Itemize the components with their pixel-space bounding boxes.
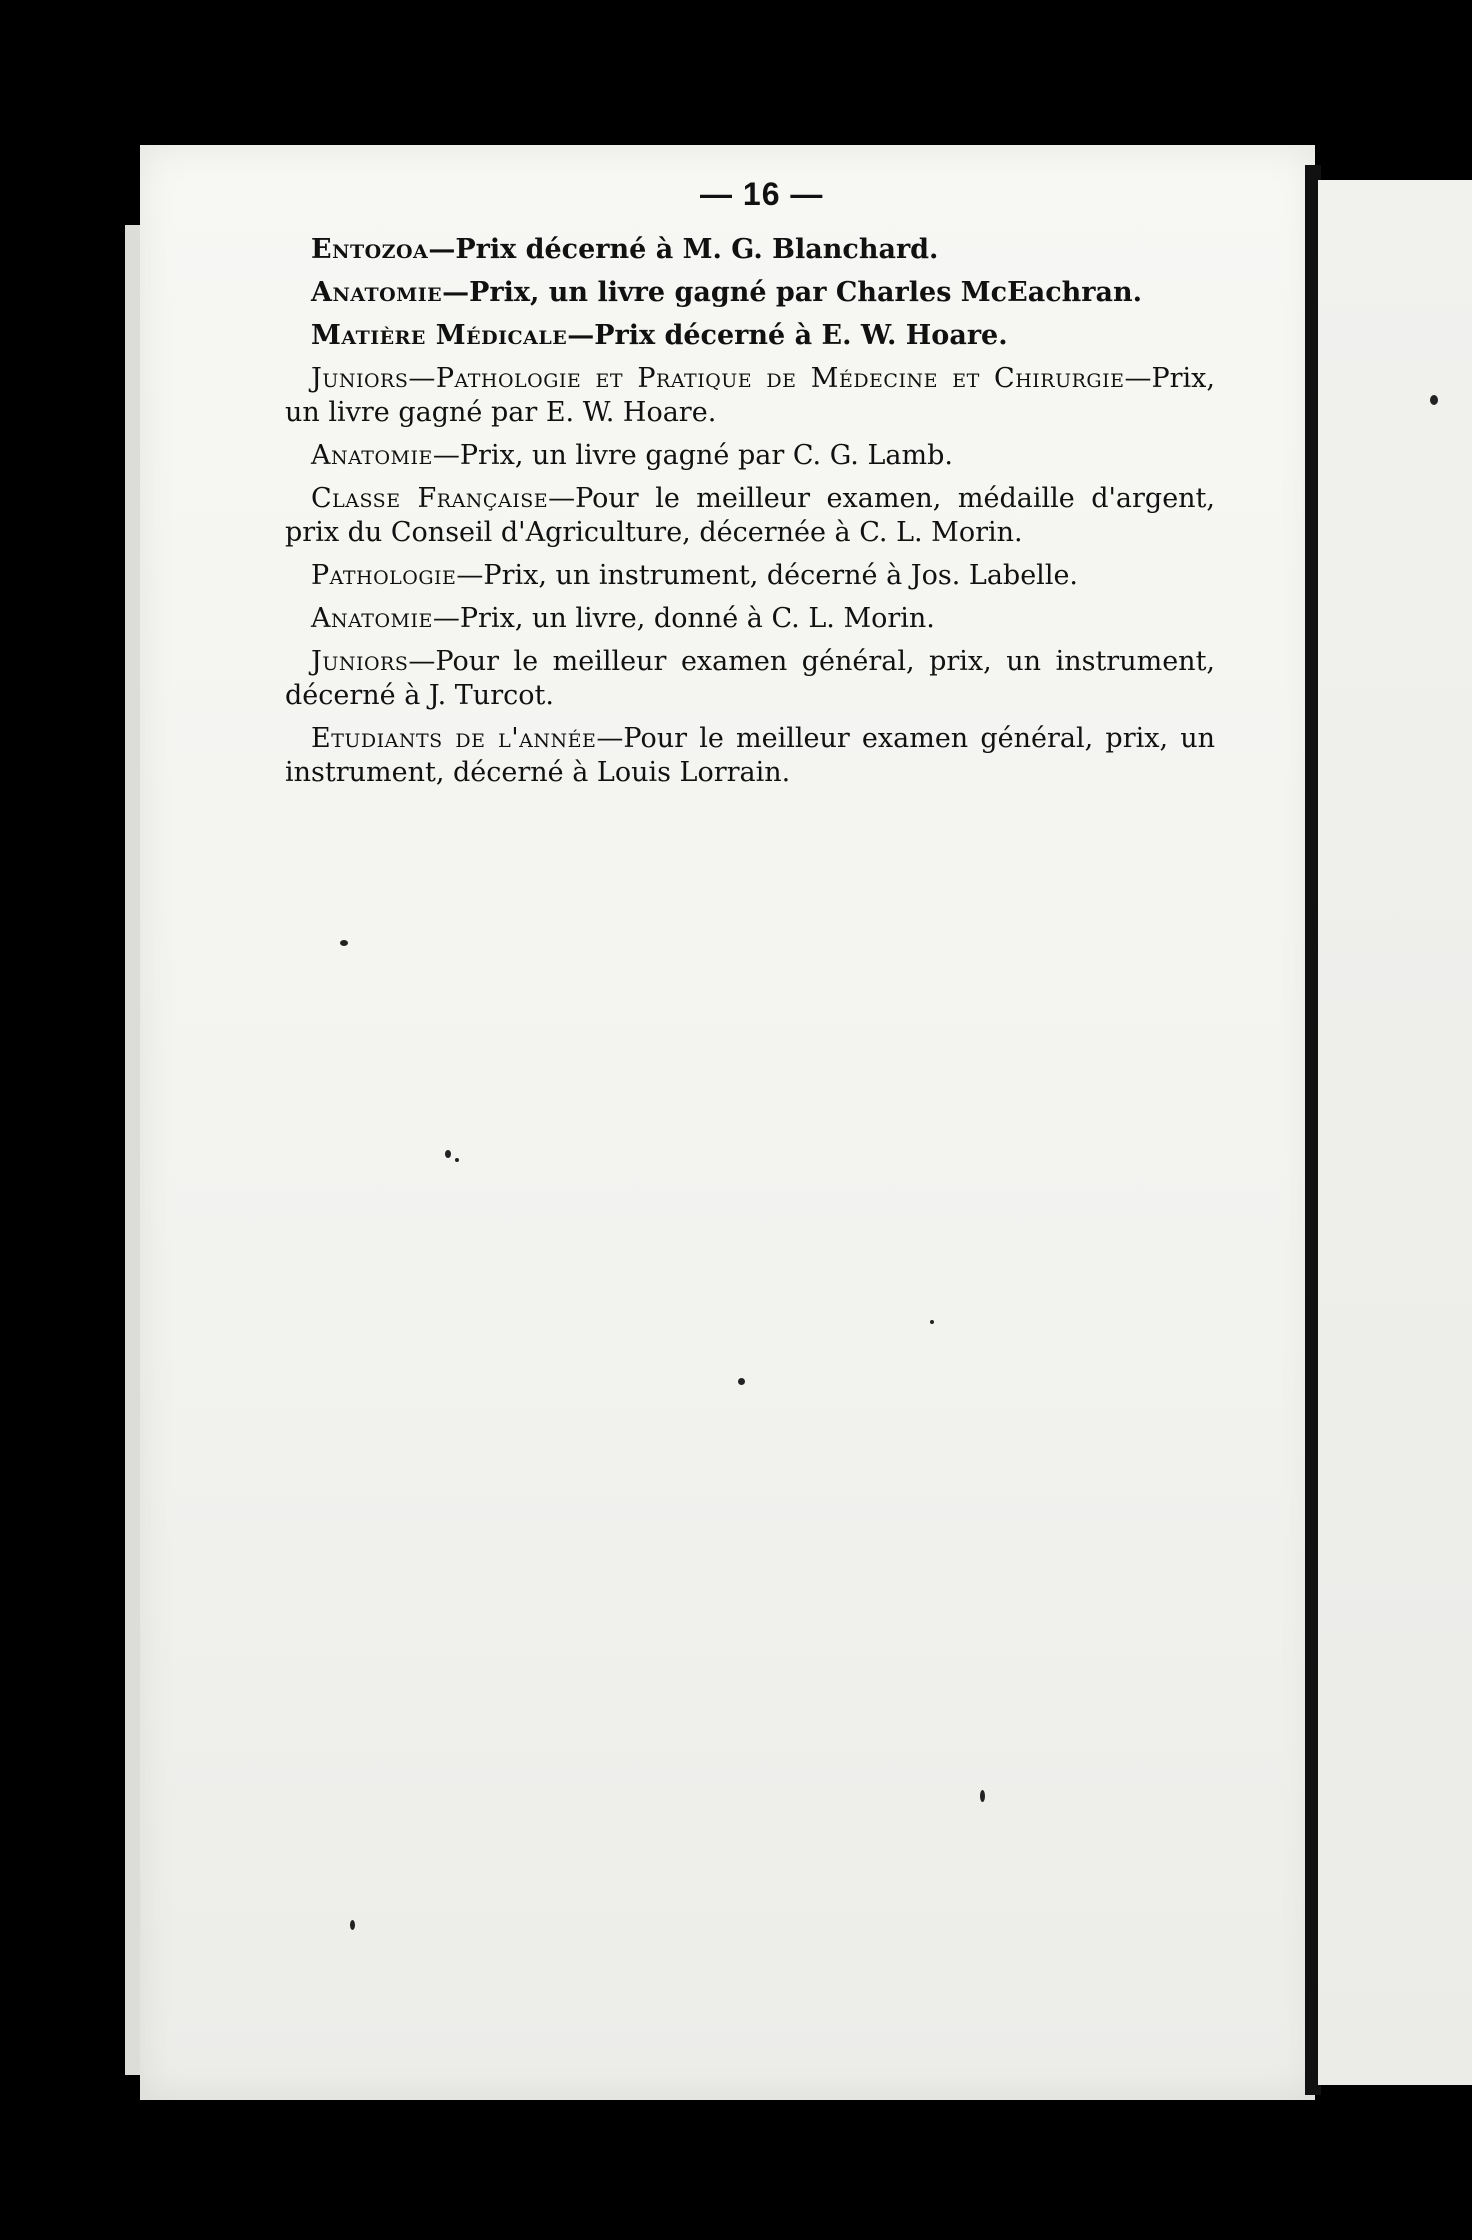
- scan-speck: [980, 1790, 985, 1802]
- prize-entry: [285, 319, 1215, 353]
- entry-heading: Etudiants de l'année: [311, 723, 597, 754]
- entry-heading: Matière Médicale: [311, 320, 568, 351]
- prize-entry: [285, 645, 1215, 713]
- adjacent-page: [1318, 180, 1472, 2085]
- entry-text: —Prix décerné à E. W. Hoare.: [567, 320, 1008, 351]
- entry-text: —Prix décerné à M. G. Blanchard.: [428, 234, 939, 265]
- entry-heading: Juniors—Pathologie et Pratique de Médecine et Chirurgie: [311, 363, 1125, 394]
- scan-speck: [350, 1920, 355, 1930]
- entry-text: —Prix, un livre gagné par E. W. Hoare.: [285, 363, 1215, 428]
- entry-text: —Prix, un livre gagné par C. G. Lamb.: [432, 440, 953, 471]
- page-number: — 16 —: [700, 176, 824, 212]
- prize-entry: [285, 233, 1215, 267]
- entry-text: —Prix, un livre gagné par Charles McEachran.: [442, 277, 1143, 308]
- scan-speck: [738, 1378, 745, 1385]
- prize-entry: [285, 362, 1215, 430]
- entry-text: —Prix, un livre, donné à C. L. Morin.: [432, 603, 935, 634]
- prize-entry: [285, 602, 1215, 636]
- entry-heading: Anatomie: [311, 603, 433, 634]
- entry-heading: Entozoa: [311, 234, 429, 265]
- scan-speck: [455, 1158, 459, 1162]
- entry-heading: Anatomie: [311, 440, 433, 471]
- scan-speck: [340, 940, 348, 946]
- prize-entry: [285, 482, 1215, 550]
- entry-text: —Prix, un instrument, décerné à Jos. Labelle.: [456, 560, 1079, 591]
- entry-text: —Pour le meilleur examen général, prix, un instrument, décerné à J. Turcot.: [285, 646, 1215, 711]
- scan-speck: [930, 1320, 934, 1324]
- prize-entry: [285, 559, 1215, 593]
- entry-text: —Pour le meilleur examen, médaille d'argent, prix du Conseil d'Agriculture, décernée à C. L. Morin.: [285, 483, 1215, 548]
- prize-entry: [285, 276, 1215, 310]
- entry-heading: Pathologie: [311, 560, 457, 591]
- prize-entry: [285, 722, 1215, 790]
- entry-text: —Pour le meilleur examen général, prix, un instrument, décerné à Louis Lorrain.: [285, 723, 1215, 788]
- entry-heading: Anatomie: [311, 277, 443, 308]
- entry-heading: Classe Française: [311, 483, 549, 514]
- prize-list: [285, 175, 1215, 799]
- entry-heading: Juniors: [311, 646, 409, 677]
- prize-entry: [285, 439, 1215, 473]
- scan-speck: [445, 1150, 451, 1158]
- scan-speck: [1430, 395, 1438, 405]
